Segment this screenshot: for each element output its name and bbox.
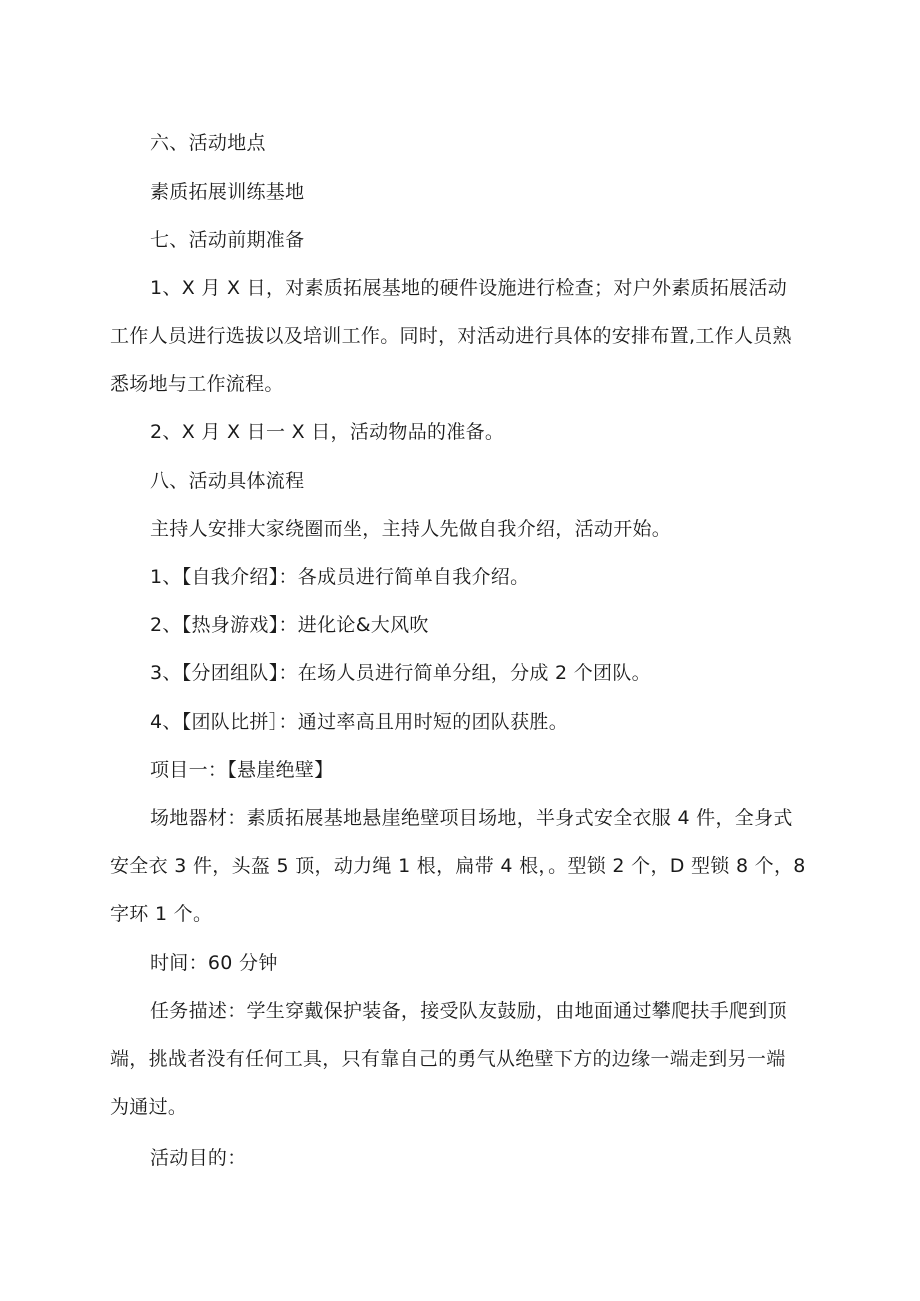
paragraph-line: 安全衣 3 件，头盔 5 顶，动力绳 1 根，扁带 4 根，。型锁 2 个，D 型锁 8 个，8 <box>110 855 806 877</box>
section-heading-process: 八、活动具体流程 <box>150 470 305 492</box>
list-item: 4、【团队比拼］：通过率高且用时短的团队获胜。 <box>150 711 568 733</box>
list-item: 1、【自我介绍】：各成员进行简单自我介绍。 <box>150 566 530 588</box>
list-item: 2、【热身游戏】：进化论&大风吹 <box>150 614 429 636</box>
paragraph-line: 任务描述：学生穿戴保护装备，接受队友鼓励，由地面通过攀爬扶手爬到顶 <box>150 1000 787 1022</box>
paragraph-line: 场地器材：素质拓展基地悬崖绝壁项目场地，半身式安全衣服 4 件，全身式 <box>150 807 793 829</box>
paragraph-line: 主持人安排大家绕圈而坐，主持人先做自我介绍，活动开始。 <box>150 518 672 540</box>
list-item: 3、【分团组队】：在场人员进行简单分组，分成 2 个团队。 <box>150 662 651 684</box>
paragraph-line: 工作人员进行选拔以及培训工作。同时，对活动进行具体的安排布置,工作人员熟 <box>110 325 792 347</box>
paragraph-line: 1、X 月 X 日，对素质拓展基地的硬件设施进行检查；对户外素质拓展活动 <box>150 277 788 299</box>
section-heading-location: 六、活动地点 <box>150 132 266 154</box>
paragraph-line: 2、X 月 X 日一 X 日，活动物品的准备。 <box>150 421 505 443</box>
paragraph-line: 素质拓展训练基地 <box>150 181 305 203</box>
paragraph-line: 时间：60 分钟 <box>150 952 278 974</box>
paragraph-line: 为通过。 <box>110 1096 188 1118</box>
paragraph-line: 字环 1 个。 <box>110 903 213 925</box>
paragraph-line: 端，挑战者没有任何工具，只有靠自己的勇气从绝壁下方的边缘一端走到另一端 <box>110 1048 786 1070</box>
project-heading: 项目一：【悬崖绝壁】 <box>150 759 334 781</box>
paragraph-line: 活动目的： <box>150 1147 247 1169</box>
paragraph-line: 悉场地与工作流程。 <box>110 373 284 395</box>
section-heading-preparation: 七、活动前期准备 <box>150 229 305 251</box>
